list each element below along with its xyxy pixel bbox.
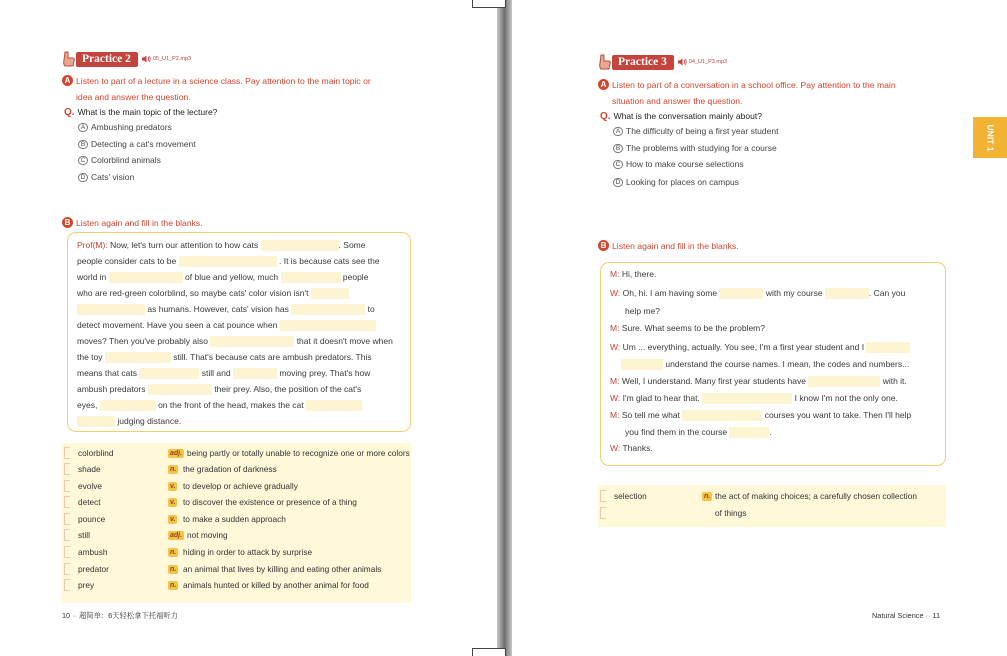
book-title: 超简单：6天轻松拿下托福听力	[79, 611, 178, 620]
blank[interactable]	[179, 256, 277, 267]
part-a-line-2: idea and answer the question.	[76, 92, 191, 102]
blank[interactable]	[729, 427, 769, 438]
vocab-row: evolve v. to develop or achieve gradually	[62, 478, 411, 494]
part-a-instruction	[598, 77, 958, 109]
right-page	[512, 0, 1007, 656]
blank[interactable]	[100, 400, 156, 411]
vocab-row: still adj. not moving	[62, 527, 411, 543]
blank[interactable]	[702, 393, 792, 404]
page-number: 11	[932, 611, 941, 620]
blank[interactable]	[281, 272, 341, 283]
vocab-row: ambush n. hiding in order to attack by surprise	[62, 544, 411, 560]
blank[interactable]	[306, 400, 362, 411]
blank[interactable]	[682, 410, 762, 421]
vocab-row: predator n. an animal that lives by killing and eating other animals	[62, 561, 411, 577]
part-b-instruction	[598, 238, 739, 254]
binding-clip-bottom	[472, 648, 506, 656]
option-a[interactable]: A The difficulty of being a first year student	[613, 126, 778, 136]
part-a-line-1: Listen to part of a lecture in a science class. Pay attention to the main topic or	[76, 76, 371, 86]
blank[interactable]	[621, 359, 663, 370]
blank[interactable]	[291, 304, 365, 315]
practice-2-label: Practice 2	[76, 52, 138, 67]
blank[interactable]	[825, 288, 869, 299]
unit-tab[interactable]	[973, 117, 1007, 158]
blank[interactable]	[77, 304, 145, 315]
right-footer: Natural Science ·· 11	[872, 611, 941, 620]
audio-track[interactable]	[142, 55, 191, 63]
vocab-row: colorblind adj. being partly or totally unable to recognize one or more colors	[62, 445, 411, 461]
practice-3-badge	[598, 53, 727, 71]
left-footer: 10 ·· 超简单：6天轻松拿下托福听力	[62, 611, 178, 620]
blank[interactable]	[280, 320, 376, 331]
blank[interactable]	[719, 288, 763, 299]
option-b[interactable]: B The problems with studying for a course	[613, 143, 777, 153]
binding-clip-top	[472, 0, 506, 8]
option-b[interactable]: B Detecting a cat's movement	[78, 139, 196, 149]
blank[interactable]	[261, 240, 339, 251]
part-a-instruction	[62, 73, 422, 105]
speaker-icon	[142, 55, 151, 63]
vocab-row: detect v. to discover the existence or presence of a thing	[62, 494, 411, 510]
section-title: Natural Science	[872, 611, 924, 620]
pointing-hand-icon	[62, 50, 76, 68]
blank[interactable]	[808, 376, 880, 387]
part-b-letter: B	[62, 217, 73, 228]
option-c[interactable]: C Colorblind animals	[78, 155, 161, 165]
vocab-row: prey n. animals hunted or killed by another animal for food	[62, 577, 411, 593]
option-a[interactable]: A Ambushing predators	[78, 122, 172, 132]
blank[interactable]	[866, 342, 910, 353]
practice-3-label: Practice 3	[612, 55, 674, 70]
part-a-line-1: Listen to part of a conversation in a school office. Pay attention to the main	[612, 80, 896, 90]
option-d[interactable]: D Looking for places on campus	[613, 177, 739, 187]
question-text: What is the conversation mainly about?	[613, 111, 762, 121]
question-mark: Q.	[64, 107, 75, 118]
book-spine	[497, 0, 512, 656]
blank[interactable]	[77, 416, 115, 427]
audio-track[interactable]	[678, 58, 727, 66]
audio-filename: 04_U1_P3.mp3	[688, 59, 728, 65]
lecture-transcript-box: Prof(M): Now, let's turn our attention to how cats . Some people consider cats to be . It is because cats see the world in of blue and yellow, much people who are red-green colorblind, so maybe cats' color vision isn't as humans. However, cats' vision has to detect movement. Have you seen a cat pounce when moves? Then you've probably also that it doesn't move when the toy still. That's because cats are ambush predators. This means that cats still and moving prey. That's how ambush predators their prey. Also, the position of the cat's eyes, on the front of the head, makes the cat judging distance.	[67, 232, 411, 432]
blank[interactable]	[139, 368, 199, 379]
vocabulary-list	[62, 443, 411, 603]
practice-2-badge	[62, 50, 191, 68]
part-a-line-2: situation and answer the question.	[612, 96, 743, 106]
part-a-letter: A	[62, 75, 73, 86]
conversation-transcript-box: M: Hi, there. W: Oh, hi. I am having some with my course . Can you help me? M: Sure. What seems to be the problem? W: Um ... everything, actually. You see, I'm a first year student and I understand the course names. I mean, the codes and numbers... M: Well, I understand. Many first year students have with it. W: I'm glad to hear that. I know I'm not the only one. M: So tell me what courses you want to take. Then I'll help you find them in the course . W: Thanks.	[600, 262, 946, 466]
blank[interactable]	[210, 336, 294, 347]
vocab-row: shade n. the gradation of darkness	[62, 461, 411, 477]
vocab-row: selection n. the act of making choices; a carefully chosen collection	[598, 488, 946, 504]
part-b-instruction	[62, 215, 203, 231]
part-b-label: Listen again and fill in the blanks.	[76, 218, 203, 228]
speaker-icon	[678, 58, 687, 66]
option-c[interactable]: C How to make course selections	[613, 159, 744, 169]
vocab-row: pounce v. to make a sudden approach	[62, 511, 411, 527]
question-mark: Q.	[600, 111, 611, 122]
part-a-letter: A	[598, 79, 609, 90]
left-page	[0, 0, 497, 656]
question	[64, 107, 217, 118]
part-b-label: Listen again and fill in the blanks.	[612, 241, 739, 251]
unit-tab-label: UNIT 1	[984, 124, 995, 151]
vocabulary-list	[598, 485, 946, 527]
pointing-hand-icon	[598, 53, 612, 71]
part-b-letter: B	[598, 240, 609, 251]
question-text: What is the main topic of the lecture?	[77, 107, 218, 117]
blank[interactable]	[105, 352, 171, 363]
vocab-row-continued: of things	[598, 505, 946, 521]
question	[600, 111, 762, 122]
blank[interactable]	[233, 368, 277, 379]
audio-filename: 05_U1_P2.mp3	[152, 56, 192, 62]
blank[interactable]	[148, 384, 212, 395]
blank[interactable]	[311, 288, 349, 299]
speaker-prof: Prof(M):	[77, 240, 108, 250]
page-number: 10	[62, 611, 71, 620]
blank[interactable]	[109, 272, 183, 283]
option-d[interactable]: D Cats' vision	[78, 172, 134, 182]
